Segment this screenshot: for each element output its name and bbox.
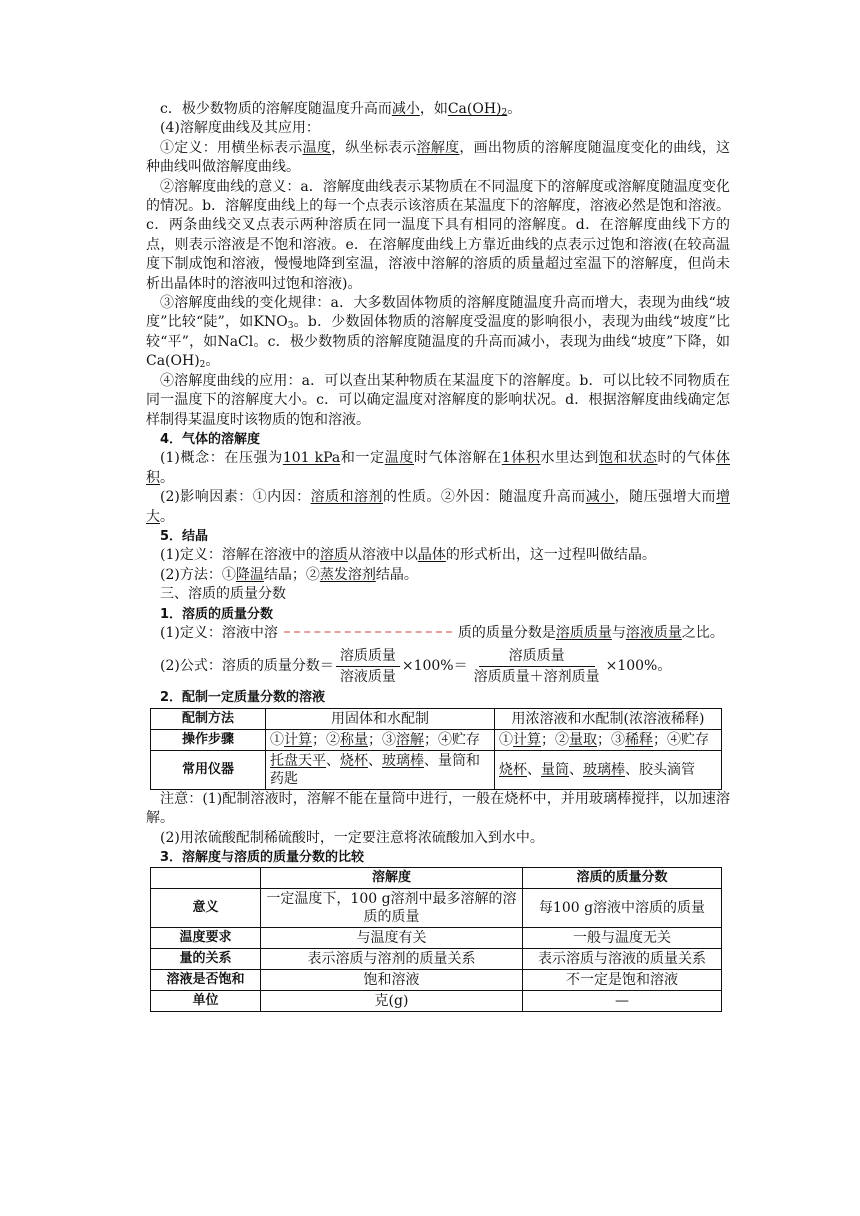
table-row: 操作步骤 ①计算；②称量；③溶解；④贮存 ①计算；②量取；③稀释；④贮存: [151, 729, 722, 750]
heading-prepare-solution: 2．配制一定质量分数的溶液: [160, 690, 326, 706]
table-row: 量的关系 表示溶质与溶剂的质量关系 表示溶质与溶液的质量关系: [151, 949, 722, 970]
paragraph-curve-meaning: ②溶解度曲线的意义：a．溶解度曲线表示某物质在不同温度下的溶解度或溶解度随温度变化的情况。b．溶解度曲线上的每一个点表示该溶质在某温度下的溶解度，溶液必然是饱和溶液。c．两条曲线交叉点表示两种溶质在同一温度下具有相同的溶解度。d．在溶解度曲线下方的点，则表示溶液是不饱和溶液。e．在溶解度曲线上方靠近曲线的点表示过饱和溶液(在较高温度下制成饱和溶液，慢慢地降到室温，溶液中溶解的溶质的质量超过室温下的溶解度，但尚未析出晶体时的溶液叫过饱和溶液)。: [146, 178, 730, 292]
paragraph-crystallization-definition: (1)定义：溶解在溶液中的溶质从溶液中以晶体的形式析出，这一过程叫做结晶。: [160, 547, 656, 564]
paragraph-gas-concept: (1)概念：在压强为101 kPa和一定温度时气体溶解在1体积水里达到饱和状态时的气体体积。: [146, 450, 731, 486]
fraction-solute-over-sum: $\frac{\text{溶质质量}}{\text{溶质质量＋溶剂质量}}$: [473, 647, 600, 685]
preparation-table: [150, 708, 722, 790]
paragraph-mass-fraction-definition: (1)定义：溶液中溶 质的质量分数是溶质质量与溶液质量之比。: [160, 624, 724, 641]
heading-gas-solubility: 4．气体的溶解度: [160, 431, 261, 447]
paragraph-curve-heading: (4)溶解度曲线及其应用：: [160, 120, 320, 137]
heading-section-three: 三、溶质的质量分数: [160, 586, 286, 603]
comparison-table: [150, 867, 722, 1012]
heading-comparison: 3．溶解度与溶质的质量分数的比较: [160, 850, 365, 865]
paragraph-curve-applications: ④溶解度曲线的应用：a．可以查出某种物质在某温度下的溶解度。b．可以比较不同物质在同一温度下的溶解度大小。c．可以确定温度对溶解度的影响状况。d．根据溶解度曲线确定怎样制得某温度时该物质的饱和溶液。: [146, 372, 730, 428]
paragraph-curve-definition: ①定义：用横坐标表示温度，纵坐标表示溶解度，画出物质的溶解度随温度变化的曲线，这种曲线叫做溶解度曲线。: [146, 139, 731, 176]
red-annotation-line: [284, 630, 452, 633]
mass-fraction-formula: (2)公式：溶质的质量分数＝ $\frac{\text{溶质质量}}{\text{溶液质量}}$ ×100%＝ $\frac{\text{溶质质量}}{\text{溶质质量＋溶剂质量}}$ ×100%。: [160, 647, 672, 685]
table-row: 意义 一定温度下，100 g溶剂中最多溶解的溶质的质量 每100 g溶液中溶质的质量: [151, 889, 722, 928]
paragraph-note-one: 注意：(1)配制溶液时，溶解不能在量筒中进行，一般在烧杯中，并用玻璃棒搅拌，以加速溶解。: [146, 790, 730, 827]
table-row: 溶解度 溶质的质量分数: [151, 868, 722, 889]
paragraph-crystallization-methods: (2)方法：①降温结晶；②蒸发溶剂结晶。: [160, 566, 418, 583]
heading-crystallization: 5．结晶: [160, 528, 209, 544]
table-row: 单位 克(g) —: [151, 991, 722, 1012]
table-row: 溶液是否饱和 饱和溶液 不一定是饱和溶液: [151, 970, 722, 991]
table-row: 温度要求 与温度有关 一般与温度无关: [151, 928, 722, 949]
heading-mass-fraction: 1．溶质的质量分数: [160, 606, 274, 622]
paragraph-curve-rules: ③溶解度曲线的变化规律：a．大多数固体物质的溶解度随温度升高而增大，表现为曲线“坡度”比较“陡”，如$KNO_3$。b．少数固体物质的溶解度受温度的影响很小，表现为曲线“坡度”比较“平”，如NaCl。c．极少数物质的溶解度随温度的升高而减小，表现为曲线“坡度”下降，如$Ca(OH)_2$。: [146, 295, 730, 371]
paragraph-solubility-decrease: c．极少数物质的溶解度随温度升高而减小，如$Ca(OH)_2$。: [160, 101, 522, 118]
paragraph-gas-factors: (2)影响因素：①内因：溶质和溶剂的性质。②外因：随温度升高而减小，随压强增大而增大。: [146, 489, 731, 525]
paragraph-note-two: (2)用浓硫酸配制稀硫酸时，一定要注意将浓硫酸加入到水中。: [160, 829, 544, 846]
table-row: 配制方法 用固体和水配制 用浓溶液和水配制(浓溶液稀释): [151, 708, 722, 729]
table-row: 常用仪器 托盘天平、烧杯、玻璃棒、量筒和药匙 烧杯、量筒、玻璃棒、胶头滴管: [151, 750, 722, 789]
document-page: [146, 100, 730, 1012]
fraction-solute-over-solution: $\frac{\text{溶质质量}}{\text{溶液质量}}$: [336, 647, 400, 686]
